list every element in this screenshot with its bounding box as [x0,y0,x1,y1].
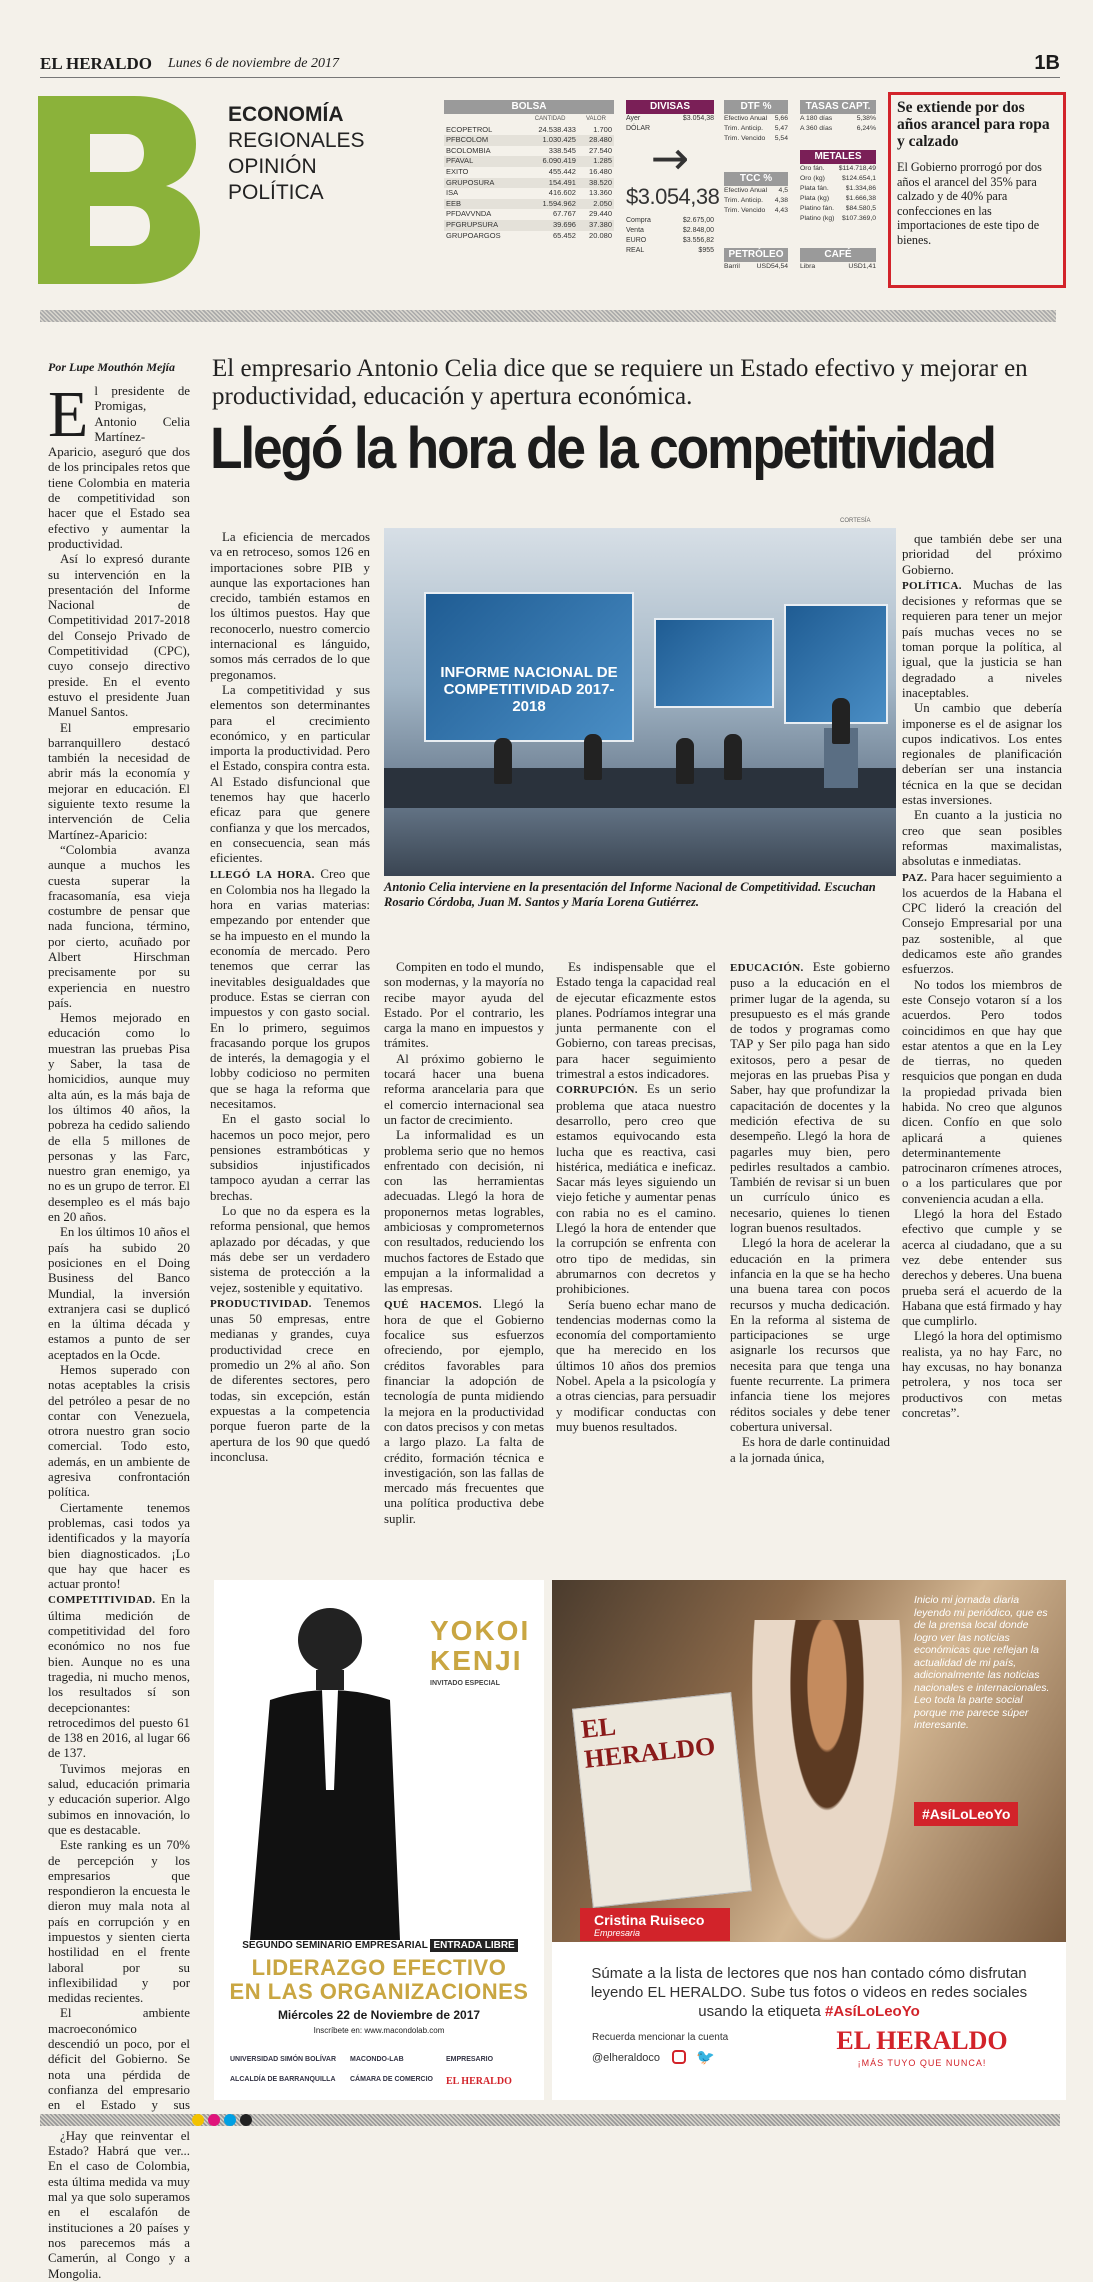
paragraph [210,1112,370,1204]
tasas-title: TASAS CAPT. [800,100,876,114]
real-value: $955 [698,247,714,254]
stock-value: 28.480 [578,135,614,146]
speaker [832,698,850,744]
paragraph-text: Llegó la hora de que el Gobierno focalice sus esfuerzos ofreciendo, por ejemplo, créditos favorables para financiar la adopción de tecnología de punta midiendo la mejora en la productividad con datos precisos y con metas a largo plazo. La falta de crédito, formación técnica e investigación, son las fallas de mercado más frecuentes que una política productiva debe suplir. [384,1296,545,1526]
paragraph [210,530,370,683]
bolsa-row [444,231,614,242]
stock-value: 37.380 [578,220,614,231]
logo-elheraldo: EL HERALDO [446,2076,512,2087]
seminar-label [230,1940,530,1951]
brand-logo: EL HERALDO [836,2026,1008,2055]
campaign-text-body: Súmate a la lista de lectores que nos han contado cómo disfrutan leyendo EL HERALDO. Sube tus fotos o videos en redes sociales usando la etiqueta [590,1965,1028,2020]
paragraph [902,1329,1062,1421]
logo-alcaldia: ALCALDÍA DE BARRANQUILLA [230,2076,336,2083]
paragraph-text: Este gobierno puso a la educación en el primer lugar de la agenda, su presupuesto es el más grande de todos y programas como TAP y Ser pilo paga han sido exitosos, pero a pesar de mejoras en las pruebas Pisa y Saber, hay que profundizar la capacitación de docentes y la medición efectiva de su desempeño. Llegó la hora de pagarles muy bien, pero pedirles resultados a cambio. También de revisar si un buen un currículo único es necesario, quienes lo tienen logran buenos resultados. [730,960,890,1236]
paragraph [902,870,1062,978]
paragraph-lead: EDUCACIÓN. [730,962,813,974]
petroleo-value: USD54,54 [756,263,788,270]
paragraph-text: Tuvimos mejoras en salud, educación primaria y educación superior. Algo subimos en innovación, lo que es destacable. [48,1761,190,1837]
paragraph [48,1501,190,1593]
panelist [724,734,742,780]
paragraph-text: El empresario barranquillero destacó también la necesidad de abrir más la economía y mejorar en educación. El siguiente texto resume la intervención de Celia Martínez-Aparicio: [48,720,190,842]
seminar-title-line1: LIDERAZGO EFECTIVO [251,1955,507,1980]
campaign-text [582,1964,1036,2021]
paragraph-text: La eficiencia de mercados va en retroceso, somos 126 en importaciones sobre PIB y aunque las exportaciones han crecido, también estamos en los últimos puestos. Hay que reconocerlo, nuestro comercio internacional es lánguido, somos más cerrados de lo que pregonamos. [210,530,370,682]
screen-text: INFORME NACIONAL DE COMPETITIVIDAD 2017-2018 [440,664,618,715]
paragraph-text: Un cambio que debería imponerse es el de asignar los cupos indicativos. Los entes regionales de planificación deberían ser una instancia técnica en la que se decidan estas inversiones. [902,701,1062,808]
dtf-label: Efectivo Anual [724,115,768,122]
paragraph-text: Muchas de las decisiones y reformas que se requieren para tener un mejor país muchas veces no se toman porque la política, al igual, que la justicia se han degradado a niveles inaceptables. [902,577,1062,700]
metales-title: METALES [800,150,876,164]
tasas-label: A 180 días [800,115,833,122]
registration-mark [192,2114,204,2126]
reader-figure [752,1620,902,1940]
divisas-title: DIVISAS [626,100,714,114]
article-column-4 [556,960,716,1434]
logo-unisimon: UNIVERSIDAD SIMÓN BOLÍVAR [230,2056,337,2063]
hashtag-badge: #AsíLoLeoYo [914,1802,1018,1826]
tcc-value: 4,43 [774,207,788,214]
stock-value: 13.360 [589,188,612,198]
dtf-label: Trim. Anticip. [724,125,764,132]
paragraph-text: Sería bueno echar mano de tendencias modernas como la economía del comportamiento que ha merecido en los últimos 10 años dos premios Nobel. Apela a la psicología y a otras ciencias, para persuadir y modificar conductas con muy buenos resultados. [556,1297,716,1434]
bolsa-title: BOLSA [444,100,614,114]
photo-caption: Antonio Celia interviene en la presentación del Informe Nacional de Competitividad. Escuchan Rosario Córdoba, Juan M. Santos y María Lorena Gutiérrez. [384,880,876,909]
tcc-panel [724,172,788,216]
paragraph-text: ¿Hay que reinventar el Estado? Habrá que ver... En el caso de Colombia, esta última medida va muy mal ya que solo superamos en el escalafón de instituciones a 20 países y nos parecemos más a Camerún, al Congo y a Mongolia. [48,2128,190,2281]
paragraph-text: Es indispensable que el Estado tenga la capacidad real de ejecutar eficazmente estos planes. Podríamos integrar una junta permanente con el Gobierno, con tareas precisas, para hacer seguimiento trimestral a estos indicadores. [556,960,716,1082]
paragraph [48,721,190,843]
stock-quantity: 24.538.433 [538,124,576,134]
paragraph-text: Este ranking es un 70% de percepción y los empresarios que respondieron la encuesta le dieron muy mala nota al país en corrupción y en impuestos y sienten cierta hostilidad en el frente laboral por su inflexibilidad y por medidas recientes. [48,1838,190,2006]
bolsa-row [444,125,614,136]
euro-label: EURO [626,237,647,244]
dropcap: E [48,378,89,451]
metal-label: Oro (kg) [800,175,825,182]
bolsa-row [444,209,614,220]
news-brief [888,92,1066,288]
bolsa-table [444,100,614,241]
divisas-panel [626,100,720,256]
stock-name: EXITO [446,166,469,176]
cafe-value: USD1,41 [848,263,876,270]
euro-value: $3.556,82 [682,237,714,244]
brand-slogan: ¡MÁS TUYO QUE NUNCA! [857,2058,987,2068]
stock-value: 1.700 [593,124,612,134]
paragraph [730,1435,890,1466]
tcc-label: Trim. Vencido [724,207,766,214]
col-cantidad: CANTIDAD [534,116,566,122]
paragraph [48,552,190,720]
paragraph-text: Compiten en todo el mundo, son modernas, y la mayoría no recibe mayor ayuda del Estado. Por el contrario, les carga la mano en impuestos y trámites. [384,960,544,1051]
tcc-label: Trim. Anticip. [724,197,764,204]
paragraph [48,2129,190,2282]
divider-rule [40,310,1056,322]
market-indicators [444,100,876,280]
stock-value: 16.480 [589,166,612,176]
stock-name: ECOPETROL [446,124,493,134]
metal-label: Platino fán. [800,205,835,212]
paragraph [210,867,370,1113]
stock-quantity: 65.452 [552,230,576,240]
stock-name: ISA [446,188,459,198]
seminar-title [224,1956,534,2004]
section-opinion: OPINIÓN [228,155,317,178]
masthead [40,48,1060,78]
paragraph [384,1297,544,1527]
dtf-value: 5,66 [774,115,788,122]
newspaper-prop [572,1692,752,1908]
paragraph-lead: COMPETITIVIDAD. [48,1594,161,1607]
paragraph [210,1204,370,1296]
stock-value: 29.440 [589,209,612,219]
paragraph-text: En los últimos 10 años el país ha subido 20 posiciones en el Doing Business del Banco Mundial, la inversión extranjera casi se duplicó en la última década y estamos a punto de ser aceptados en la Ocde. [48,1225,190,1362]
metal-value: $124.654,1 [841,175,876,182]
bolsa-row [444,178,614,189]
paragraph [730,1236,890,1435]
bolsa-row [444,199,614,210]
paragraph-text: En la última medición de competitividad del foro económico no nos fue bien. Aunque no es una tragedia, ni mucho menos, los resultados sí son decepcionantes: retrocedimos del puesto 61 de 138 en 2016, al lugar 66 de 137. [48,1592,190,1761]
paragraph-text: La informalidad es un problema serio que no hemos enfrentado con decisión, ni con las herramientas adecuadas. Llegó la hora de proponernos metas logrables, ambiciosas y comprometernos con resultados, reduciendo los muchos factores de Estado que empujan a la informalidad a las empresas. [384,1128,544,1296]
stock-name: GRUPOARGOS [446,230,501,240]
twitter-icon[interactable]: 🐦 [696,2048,715,2066]
article-deck: El empresario Antonio Celia dice que se requiere un Estado efectivo y mejorar en productividad, educación y apertura económica. [212,355,1028,410]
bolsa-row [444,188,614,199]
dtf-panel [724,100,788,144]
paragraph-text: Es un serio problema que ataca nuestro desarrollo, pero creo que estamos equivocando esta lucha que es reactiva, casi histérica, mediática e ineficaz. Sacar más leyes siguiendo un viejo fetiche y aumentar penas con rabia no es el camino. Llegó la hora de entender que la corrupción se enfrenta con otro tipo de medidas, sin abrumarnos con decretos y prohibiciones. [556,1082,716,1297]
speaker-name [430,1616,530,1676]
registration-mark [208,2114,220,2126]
stage-screen [654,618,774,708]
stock-quantity: 1.030.425 [522,135,578,146]
stock-value: 27.540 [589,145,612,155]
paragraph [556,960,716,1082]
paragraph-text: que también debe ser una prioridad del próximo Gobierno. [902,532,1062,577]
article-headline: Llegó la hora de la competitividad [210,416,995,481]
paragraph [210,1296,370,1465]
section-regionales: REGIONALES [228,129,365,152]
bolsa-row [444,156,614,167]
tcc-value: 4,38 [774,197,788,204]
stock-name: GRUPOSURA [444,178,522,189]
instagram-icon[interactable] [672,2050,686,2064]
paragraph [384,1052,544,1128]
petroleo-title: PETRÓLEO [724,248,788,262]
reader-campaign-ad[interactable] [552,1580,1066,2100]
stock-value: 1.285 [578,156,614,167]
campaign-hashtag: #AsíLoLeoYo [825,2003,920,2020]
paragraph-lead: POLÍTICA. [902,579,973,592]
paragraph-text: l presidente de Promigas, Antonio Celia Martínez-Aparicio, aseguró que dos de los principales retos que tiene Colombia en materia de competitividad son hacer que el Estado sea efectivo y aumentar la productividad. [48,384,190,551]
paragraph-text: Llegó la hora del Estado efectivo que cumple y se acerca al ciudadano, que a su vez debe entender sus derechos y deberes. Una buena prueba será el acuerdo de la Habana que está firmado y hay que cumplirlo. [902,1207,1062,1329]
paragraph-lead: LLEGÓ LA HORA. [210,868,321,881]
stock-value: 38.520 [578,178,614,189]
stock-value: 2.050 [578,199,614,210]
paragraph [48,1762,190,1838]
registration-mark [240,2114,252,2126]
section-letter-b [38,96,200,284]
paragraph-text: No todos los miembros de este Consejo votaron sí a los acuerdos. Pero todos coincidimos en que hay que estar atentos a que en la Ley de tierras, no queden resquicios que pongan en duda la propiedad privada bien habida. No creo que algunos dicen. Confío en que solo aplicará a quienes determinantemente patrocinaron crímenes atroces, o a los particulares que por conveniencia acudan a ella. [902,977,1062,1206]
article-column-5 [730,960,890,1465]
photo-credit: CORTESÍA [840,518,871,524]
arrow-right-icon: → [650,131,690,185]
paper-name: EL HERALDO [40,54,152,73]
paragraph [48,1011,190,1225]
logo-macondolab: MACONDO-LAB [350,2056,404,2063]
stock-name: PFDAVVNDA [446,209,492,219]
tcc-value: 4,5 [778,187,788,194]
speaker-role: INVITADO ESPECIAL [430,1680,500,1687]
paragraph-text: Llegó la hora de acelerar la educación en la primera infancia en la que se ha hecho una buena tarea con pocos recursos y mucha dedicación. En la reforma al sistema de participaciones se urge asignarle los recursos que necesita para que tenga una fuente recurrente. La primera infancia tiene los mejores réditos sociales y debe tener cobertura universal. [730,1236,890,1434]
paragraph [556,1082,716,1297]
speaker-first-name: YOKOI [430,1615,531,1646]
paragraph-text: En cuanto a la justicia no creo que sean posibles reformas maximalistas, absolutas e inmediatas. [902,808,1062,869]
metales-panel [800,150,876,224]
col-valor: VALOR [586,116,606,122]
article-column-2 [210,530,370,1660]
section-politica: POLÍTICA [228,181,324,204]
metal-value: $84.580,5 [845,205,876,212]
seminar-date: Miércoles 22 de Noviembre de 2017 [277,2008,481,2022]
paragraph-text: Ciertamente tenemos problemas, casi todos ya identificados y la mayoría bien diagnosticados. ¡Lo que hay que hacer es actuar pronto! [48,1500,190,1592]
registration-mark [224,2114,236,2126]
event-photo [384,528,896,876]
speaker-last-name: KENJI [430,1645,523,1676]
paragraph [902,808,1062,869]
paragraph-text: Creo que en Colombia nos ha llegado la hora en varias materias: empezando por entender que se ha impuesto en el mundo la economía de mercado. Pero tenemos que cerrar las inevitables desigualdades que produce. Estas se cierran con impuestos y con gasto social. En lo primero, seguimos fracasando porque los grupos de interés, la demagogia y el lobby codicioso no permiten que se haga la reforma que necesitamos. [210,866,370,1111]
brief-title: Se extiende por dos años arancel para ropa y calzado [897,99,1050,150]
stock-name: EEB [444,199,522,210]
stock-quantity: 1.594.962 [522,199,578,210]
panelist [584,734,602,780]
dolar-label: DÓLAR [626,125,651,132]
panelist [494,738,512,784]
newspaper-prop-title: EL HERALDO [579,1711,717,1774]
tasas-value: 5,38% [856,115,876,122]
free-entry-badge: ENTRADA LIBRE [430,1939,517,1952]
paragraph-text: La competitividad y sus elementos son determinantes para el crecimiento económico, y en particular importa la productividad. Pero el Estado, conspira contra esta. Al Estado disfuncional que tenemos hay que hacerlo eficaz para que genere confianza y que los mercados, en consecuencia, sean más eficientes. [210,682,370,866]
bolsa-row [444,220,614,231]
paragraph [902,701,1062,808]
article-column-6 [902,532,1062,1552]
paragraph-text: “Colombia avanza aunque a muchos les cuesta superar la fracasomanía, esa vieja costumbre de pensar que nada funciona, término, por cierto, acuñado por Albert Hirschman precisamente por su experiencia en nuestro país. [48,842,190,1010]
compra-label: Compra [626,217,651,224]
metal-label: Plata fán. [800,185,829,192]
reader-quote: Inicio mi jornada diaria leyendo mi periódico, que es de la prensa local donde logro ver las noticias económicas que reflejan la actualidad de mi país, adicionalmente las noticias nacionales e internacionales. Leo toda la parte social porque me parece súper interesante. [914,1594,1050,1731]
stock-quantity: 6.090.419 [522,156,578,167]
paragraph-text: Llegó la hora del optimismo realista, ya no hay Farc, no hay excusas, no hay bonanza petrolera, y nos toca ser productivos con metas concretas”. [902,1329,1062,1420]
stock-quantity: 455.442 [548,166,576,176]
paragraph [48,2006,190,2128]
paragraph-lead: QUÉ HACEMOS. [384,1298,494,1311]
paragraph [48,1592,190,1761]
section-economia: ECONOMÍA [228,103,344,126]
metal-label: Platino (kg) [800,215,835,222]
cafe-panel [800,248,876,272]
cafe-label: Libra [800,263,816,270]
compra-value: $2.675,00 [682,217,714,224]
stock-quantity: 154.491 [522,178,578,189]
stock-name: PFAVAL [444,156,522,167]
metal-value: $107.369,0 [841,215,876,222]
paragraph [902,1207,1062,1329]
tasas-panel [800,100,876,134]
paragraph [730,960,890,1236]
cafe-title: CAFÉ [800,248,876,262]
paragraph-text: Tenemos unas 50 empresas, entre medianas y grandes, cuya productividad crece en promedio un 2% al año. Son de diferentes sectores, pero todas, sin excepción, están expuestas a la competencia porque fueron parte de la apertura de los 90 que quedó inconclusa. [210,1295,370,1464]
logo-camara: CÁMARA DE COMERCIO [350,2076,433,2083]
ayer-value: $3.054,38 [682,115,714,122]
dtf-label: Trim. Vencido [724,135,766,142]
dtf-value: 5,54 [774,135,788,142]
section-nav [228,102,365,206]
stock-quantity: 39.696 [522,220,578,231]
paragraph [48,843,190,1011]
paragraph [210,683,370,867]
paragraph-text: Hemos mejorado en educación como lo muestran las pruebas Pisa y Saber, la tasa de homicidios, aunque muy alta aún, es la más baja de los últimos 40 años, la pobreza ha cedido saliendo de ella 5 millones de personas y las Farc, nuestro gran enemigo, ya no es un grupo de terror. El desempleo es el más bajo en 20 años. [48,1011,190,1225]
paragraph [384,1128,544,1296]
stock-quantity: 416.602 [548,188,576,198]
metal-label: Plata (kg) [800,195,830,202]
paragraph-lead: PRODUCTIVIDAD. [210,1297,324,1310]
remember-label: Recuerda mencionar la cuenta [592,2032,729,2043]
dolar-value: $3.054,38 [626,184,720,209]
real-label: REAL [626,247,645,254]
seminar-register-link[interactable]: Inscríbete en: www.macondolab.com [313,2026,445,2035]
byline: Por Lupe Mouthón Mejía [48,360,176,374]
social-handle[interactable]: @elheraldoco [592,2052,661,2064]
paragraph-text: Así lo expresó durante su intervención en la presentación del Informe Nacional de Competitividad 2017-2018 del Consejo Privado de Competitividad (CPC), cuyo consejo directivo preside. En el evento estuvo el presidente Juan Manuel Santos. [48,552,190,720]
paragraph-text: Al próximo gobierno le tocará hacer una buena reforma arancelaria para que el comercio internacional sea un factor de crecimiento. [384,1051,544,1127]
seminar-title-line2: EN LAS ORGANIZACIONES [229,1979,529,2004]
paragraph [902,578,1062,701]
page-number: 1B [1034,52,1060,74]
metal-value: $114.718,49 [838,165,876,172]
stock-quantity: 338.545 [548,145,576,155]
panelist [676,738,694,784]
tcc-label: Efectivo Anual [724,187,768,194]
reader-namebox [580,1908,730,1941]
paragraph [556,1298,716,1436]
paragraph-text: Hemos superado con notas aceptables la crisis del petróleo a pesar de no contar con Venezuela, otrora nuestro gran socio comercial. Todo esto, además, en un ambiente de agresiva confrontación política. [48,1363,190,1500]
venta-value: $2.848,00 [682,227,714,234]
article-column-3 [384,960,545,1526]
paragraph-text: En el gasto social lo hacemos un poco mejor, pero pensiones estrambóticas y subsidios injustificados tampoco ayudan a cerrar las brechas. [210,1112,370,1203]
paragraph [48,1838,190,2006]
metal-value: $1.666,38 [845,195,876,202]
stage [384,768,896,808]
article-column-1 [48,378,190,2281]
stock-name: PFBCOLOM [444,135,522,146]
seminar-name: SEGUNDO SEMINARIO EMPRESARIAL [242,1940,428,1951]
stage-screen [424,592,634,742]
tcc-title: TCC % [724,172,788,186]
seminar-ad[interactable] [214,1580,544,2100]
paragraph [48,1363,190,1501]
paragraph-lead: PAZ. [902,871,931,884]
tasas-label: A 360 días [800,125,833,132]
paragraph [902,532,1062,578]
issue-date: Lunes 6 de noviembre de 2017 [168,56,339,71]
paragraph-text: Para hacer seguimiento a los acuerdos de la Habana el CPC lideró la creación del Consejo Empresarial por una paz sostenible, al que dedicamos este año grandes esfuerzos. [902,869,1062,977]
reader-name: Cristina Ruiseco [594,1912,705,1928]
bolsa-row [444,167,614,178]
paragraph [384,960,544,1052]
brief-text: El Gobierno prorrogó por dos años el arancel del 35% para calzado y de 40% para confecciones en las importaciones de este tipo de bienes. [897,160,1042,247]
reader-role: Empresaria [594,1928,641,1938]
paragraph-text: El ambiente macroeconómico descendió un poco, por el déficit del Gobierno. Se nota una pérdida de confianza del empresario en el Estado y sus [48,2006,190,2113]
stock-quantity: 67.767 [552,209,576,219]
dtf-title: DTF % [724,100,788,114]
stock-value: 20.080 [589,230,612,240]
petroleo-label: Barril [724,263,740,270]
paragraph-text: Es hora de darle continuidad a la jornada única, [730,1435,890,1465]
dtf-value: 5,47 [774,125,788,132]
paragraph-lead: CORRUPCIÓN. [556,1084,647,1097]
logo-empresario: EMPRESARIO [446,2056,494,2063]
tasas-value: 6,24% [856,125,876,132]
venta-label: Venta [626,227,644,234]
ayer-label: Ayer [626,115,641,122]
paragraph [902,978,1062,1207]
speaker-silhouette [250,1590,400,1940]
bolsa-row [444,146,614,157]
bolsa-row [444,135,614,146]
metal-value: $1.334,86 [845,185,876,192]
stock-name: BCOLOMBIA [446,145,491,155]
paragraph [48,1225,190,1363]
petroleo-panel [724,248,788,272]
metal-label: Oro fán. [800,165,825,172]
paragraph-text: Lo que no da espera es la reforma pensional, que hemos aplazado por décadas, y que más debe ser un verdadero sistema de protección a la vejez, sostenible y equitativo. [210,1204,370,1295]
stock-name: PFGRUPSURA [444,220,522,231]
